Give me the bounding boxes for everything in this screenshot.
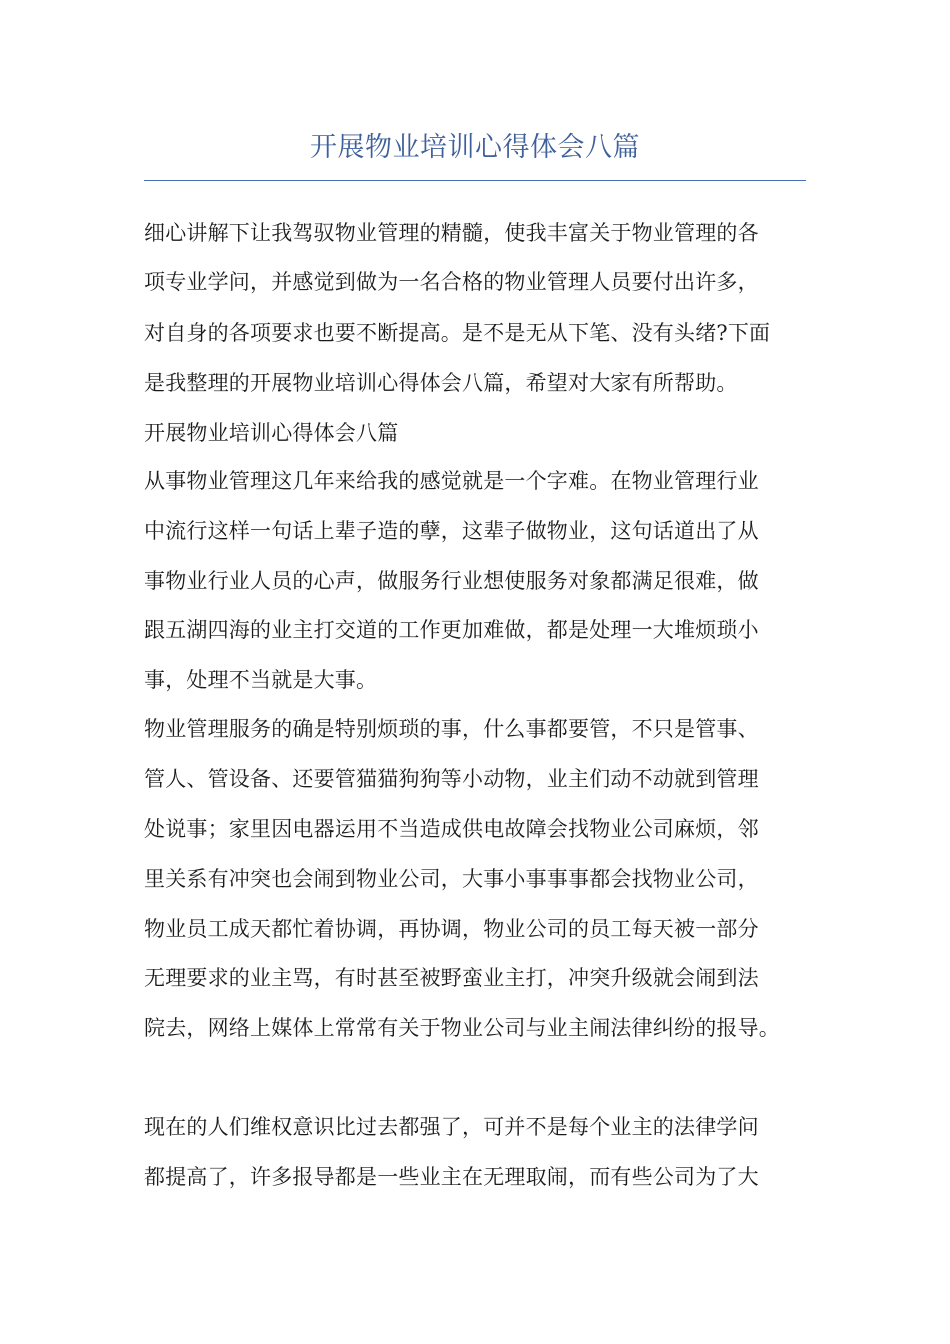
paragraph-line: 管人、管设备、还要管猫猫狗狗等小动物，业主们动不动就到管理	[144, 767, 759, 791]
paragraph-line: 对自身的各项要求也要不断提高。是不是无从下笔、没有头绪?下面	[144, 321, 771, 345]
paragraph-line: 细心讲解下让我驾驭物业管理的精髓，使我丰富关于物业管理的各	[144, 221, 759, 245]
paragraph-line: 事，处理不当就是大事。	[144, 668, 378, 692]
paragraph-line: 跟五湖四海的业主打交道的工作更加难做，都是处理一大堆烦琐小	[144, 618, 759, 642]
paragraph-line: 项专业学问，并感觉到做为一名合格的物业管理人员要付出许多，	[144, 270, 759, 294]
section-heading: 开展物业培训心得体会八篇	[144, 421, 399, 445]
paragraph-line: 中流行这样一句话上辈子造的孽，这辈子做物业，这句话道出了从	[144, 519, 759, 543]
paragraph-line: 院去，网络上媒体上常常有关于物业公司与业主闹法律纠纷的报导。	[144, 1016, 780, 1040]
paragraph-line: 从事物业管理这几年来给我的感觉就是一个字难。在物业管理行业	[144, 469, 759, 493]
document-title: 开展物业培训心得体会八篇	[310, 132, 640, 163]
paragraph-line: 无理要求的业主骂，有时甚至被野蛮业主打，冲突升级就会闹到法	[144, 966, 759, 990]
paragraph-line: 里关系有冲突也会闹到物业公司，大事小事事事都会找物业公司，	[144, 867, 759, 891]
paragraph-line: 处说事；家里因电器运用不当造成供电故障会找物业公司麻烦，邻	[144, 817, 759, 841]
paragraph-line: 事物业行业人员的心声，做服务行业想使服务对象都满足很难，做	[144, 569, 759, 593]
paragraph-line: 物业管理服务的确是特别烦琐的事，什么事都要管，不只是管事、	[144, 717, 759, 741]
title-divider	[144, 180, 806, 181]
paragraph-line: 现在的人们维权意识比过去都强了，可并不是每个业主的法律学问	[144, 1115, 759, 1139]
paragraph-line: 物业员工成天都忙着协调，再协调，物业公司的员工每天被一部分	[144, 917, 759, 941]
paragraph-line: 是我整理的开展物业培训心得体会八篇，希望对大家有所帮助。	[144, 371, 738, 395]
paragraph-line: 都提高了，许多报导都是一些业主在无理取闹，而有些公司为了大	[144, 1165, 759, 1189]
